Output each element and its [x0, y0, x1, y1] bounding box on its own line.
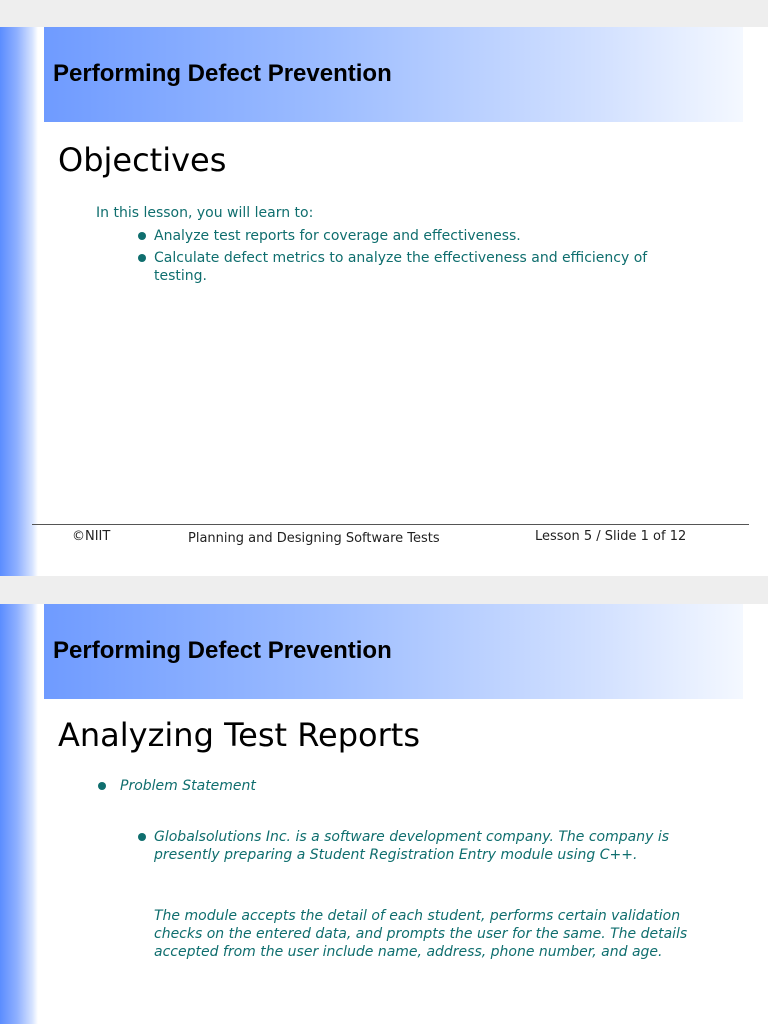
list-item: [98, 777, 698, 795]
list-item: [138, 249, 698, 285]
problem-list: [98, 777, 698, 795]
slide-header-title: Performing Defect Prevention: [53, 637, 392, 664]
slide-header-title: Performing Defect Prevention: [53, 60, 392, 87]
page-gap-top: [0, 0, 768, 27]
intro-text: In this lesson, you will learn to:: [96, 205, 314, 221]
problem-continuation-text: The module accepts the detail of each student, performs certain validation checks on the entered data, and prompts the user for the same. The details accepted from the user include name, address, phone number, and age.: [154, 908, 688, 960]
slide-side-bar: [0, 604, 38, 1024]
list-item: [138, 227, 698, 245]
slide-2: [0, 604, 768, 1024]
bullet-dot-icon: [138, 254, 146, 262]
objectives-list: [138, 227, 698, 285]
bullet-text: Problem Statement: [120, 778, 256, 794]
footer-slide-number: Lesson 5 / Slide 1 of 12: [535, 529, 687, 544]
bullet-text: Calculate defect metrics to analyze the effectiveness and efficiency of testing.: [154, 250, 648, 284]
slide-side-bar: [0, 27, 38, 576]
slide-header-band: [44, 604, 743, 699]
bullet-dot-icon: [98, 782, 106, 790]
bullet-dot-icon: [138, 833, 146, 841]
footer-divider: [32, 524, 749, 525]
slide-1: [0, 27, 768, 576]
slide-heading: Objectives: [58, 141, 227, 179]
bullet-dot-icon: [138, 232, 146, 240]
slide-heading: Analyzing Test Reports: [58, 716, 420, 754]
bullet-text: Globalsolutions Inc. is a software development company. The company is presently preparing a Student Registration Entry module using C++.: [154, 829, 670, 863]
slide-header-band: [44, 27, 743, 122]
page-gap-middle: [0, 576, 768, 604]
bullet-text: Analyze test reports for coverage and effectiveness.: [154, 228, 521, 244]
list-item: [138, 828, 698, 864]
problem-detail-list: [138, 828, 698, 864]
footer-course-title: Planning and Designing Software Tests: [188, 531, 440, 546]
footer-copyright: ©NIIT: [72, 529, 111, 544]
